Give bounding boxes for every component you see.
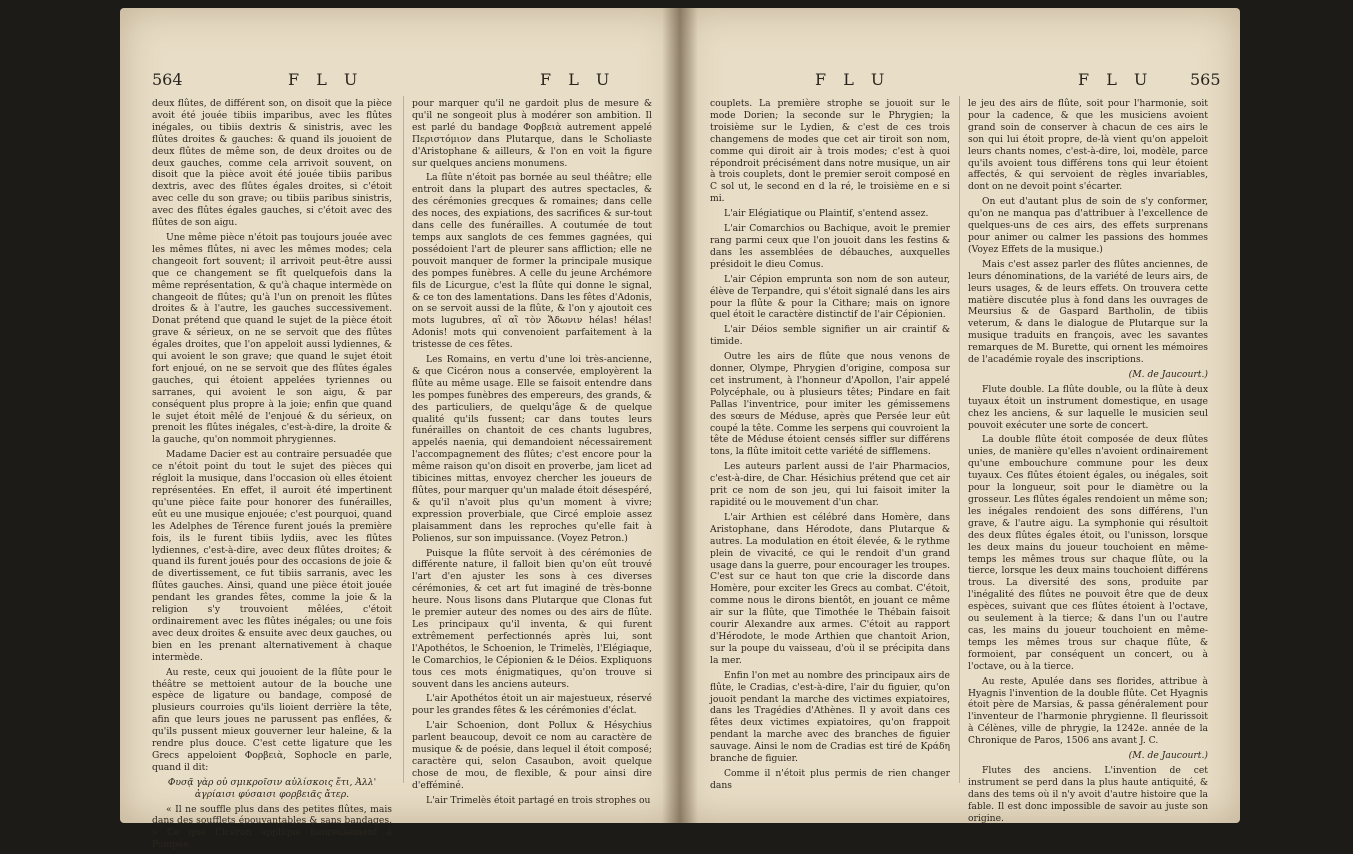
paragraph: Puisque la flûte servoit à des cérémonies de différente nature, il falloit bien qu'on eût trouvé l'art d'en ajuster les sons à ces diverses cérémonies, & cet art fut imaginé de très-bonne heure. Nous lisons dans Plutarque que Clonas fut le premier auteur des nomes ou des airs de flûte. Les principaux qu'il inventa, & qui furent extrêmement perfectionnés après lui, sont l'Apothétos, le Schoenion, le Trimelès, l'Elégiaque, le Comarchios, le Cépionien & le Déios. Expliquons tous ces mots énigmatiques, qu'on trouve si souvent dans les anciens auteurs. — [412, 547, 652, 690]
left-page-header — [120, 70, 680, 94]
page-number: 564 — [152, 70, 183, 89]
paragraph: Mais c'est assez parler des flûtes anciennes, de leurs dénominations, de la variété de leurs airs, de leurs usages, & de leurs effets. On trouvera cette matière discutée plus à fond dans les ouvrages de Meursius & de Gaspard Bartholin, de tibiis veterum, & dans le dialogue de Plutarque sur la musique traduits en françois, avec les savantes remarques de M. Burette, qui ornent les mémoires de l'académie royale des inscriptions. — [968, 258, 1208, 366]
paragraph: Les auteurs parlent aussi de l'air Pharmacios, c'est-à-dire, de Char. Hésichius prétend que cet air prit ce nom de son jeu, qui lui faisoit imiter la rapidité ou le mouvement d'un char. — [710, 461, 950, 508]
paragraph: On eut d'autant plus de soin de s'y conformer, qu'on ne manqua pas d'attribuer à l'excellence de quelques-uns de ces airs, des effets surprenans pour animer ou calmer les passions des hommes (Voyez Effets de la musique.) — [968, 196, 1208, 255]
author-signature: (M. de Jaucourt.) — [1128, 368, 1208, 380]
left-page — [120, 8, 680, 851]
paragraph: pour marquer qu'il ne gardoit plus de mesure & qu'il ne songeoit plus à modérer son ambition. Il est parlé du bandage Φορβειὰ autrement appelé Περιστόμιον dans Plutarque, dans le Scholiaste d'Aristophane & ailleurs, & l'on en voit la figure sur quelques anciens monumens. — [412, 98, 652, 169]
running-head: F L U — [815, 70, 891, 89]
paragraph: Flute double. La flûte double, ou la flûte à deux tuyaux étoit un instrument domestique, en usage chez les anciens, & sur laquelle le musicien seul pouvoit exécuter une sorte de concert. — [968, 383, 1208, 431]
running-head: F L U — [1078, 70, 1154, 89]
paragraph: La flûte n'étoit pas bornée au seul théâtre; elle entroit dans la plupart des autres spectacles, & des cérémonies grecques & romaines; dans celle des noces, des expiations, des sacrifices & sur-tout dans celle des funérailles. A coutumée de tout temps aux sanglots de ces femmes gagnées, qui possédoient l'art de pleurer sans affliction; elle ne pouvoit manquer de former la principale musique des pompes funèbres. A celle du jeune Archémore fils de Licurgue, c'est la flûte qui donne le signal, & ce ton des lamentations. Dans les fêtes d'Adonis, on se servoit aussi de la flûte, & l'on y ajoutoit ces mots lugubres, αἲ αἲ τὸν Ἄδωνιν hélas! hélas! Adonis! mots qui convenoient parfaitement à la tristesse de ces fêtes. — [412, 172, 652, 351]
right-page-header — [680, 70, 1240, 94]
paragraph: Outre les airs de flûte que nous venons de donner, Olympe, Phrygien d'origine, composa sur cet instrument, à l'honneur d'Apollon, l'air appelé Polycéphale, ou à plusieurs têtes; Pindare en fait Pallas l'inventrice, pour imiter les gémissemens des sœurs de Méduse, après que Persée leur eût coupé la tête. Comme les serpens qui couvroient la tête de Méduse étoient censés siffler sur différens tons, la flûte imitoit cette variété de sifflemens. — [710, 351, 950, 458]
paragraph: deux flûtes, de différent son, on disoit que la pièce avoit été jouée tibiis imparibus, avec les flûtes inégales, ou tibiis dextris & sinistris, avec les flûtes droites & gauches: & quand ils jouoient de deux flûtes de même son, de deux droites ou de deux gauches, comme cela arrivoit souvent, on disoit que la pièce avoit été jouée tibiis paribus dextris, avec des flûtes égales droites, si c'étoit avec celle du son grave; ou tibiis paribus sinistris, avec des flûtes égales gauches, si c'étoit avec des flûtes de son aigu. — [152, 98, 392, 229]
paragraph: Les Romains, en vertu d'une loi très-ancienne, & que Cicéron nous a conservée, employèrent la flûte au même usage. Elle se faisoit entendre dans les pompes funèbres des empereurs, des grands, & des particuliers, de quelqu'âge & de quelque qualité qu'ils fussent; car dans toutes leurs funérailles on chantoit de ces chants lugubres, appelés naenia, qui demandoient nécessairement l'accompagnement des flûtes; c'est encore pour la même raison qu'on disoit en proverbe, jam licet ad tibicines mittas, envoyez chercher les joueurs de flûtes, pour marquer qu'un malade étoit désespéré, & qu'il n'avoit plus qu'un moment à vivre; expression proverbiale, que Circé emploie assez plaisamment dans les reproches qu'elle fait à Polienos, sur son impuissance. (Voyez Petron.) — [412, 354, 652, 544]
text-column-1 — [152, 98, 392, 854]
column-rule — [959, 96, 960, 783]
greek-quote: Φυσᾷ γὰρ οὐ σμικροῖσιν αὐλίσκοις ἔτι, Ἀλλ' ἀγρίαισι φύσαισι φορβειᾶς ἄτερ. — [167, 776, 377, 800]
paragraph: L'air Apothétos étoit un air majestueux, réservé pour les grandes fêtes & les cérémonies d'éclat. — [412, 693, 652, 717]
paragraph: « Il ne souffle plus dans des petites flûtes, mais dans des soufflets épouvantables & sans bandages. » Ce que Cicéron applique heureusement à Pompée, — [152, 803, 392, 851]
paragraph: L'air Schoenion, dont Pollux & Hésychius parlent beaucoup, devoit ce nom au caractère de musique & de poésie, dans lequel il étoit composé; caractère qui, selon Casaubon, avoit quelque chose de mou, de flexible, & pour ainsi dire d'efféminé. — [412, 720, 652, 791]
paragraph: Au reste, Apulée dans ses florides, attribue à Hyagnis l'invention de la double flûte. Cet Hyagnis étoit père de Marsias, & passa généralement pour l'inventeur de l'harmonie phrygienne. Il fleurissoit à Célènes, ville de phrygie, la 1242e. année de la Chronique de Paros, 1506 ans avant J. C. — [968, 675, 1208, 747]
running-head: F L U — [540, 70, 616, 89]
paragraph: L'air Comarchios ou Bachique, avoit le premier rang parmi ceux que l'on jouoit dans les festins & dans les assemblées de débauches, auxquelles présidoit le dieu Comus. — [710, 223, 950, 270]
paragraph: Flutes des anciens. L'invention de cet instrument se perd dans la plus haute antiquité, & dans des tems où il n'y avoit d'autre histoire que la fable. Il est donc impossible de savoir au juste son origine. — [968, 764, 1208, 824]
author-signature: (M. de Jaucourt.) — [1128, 750, 1208, 762]
paragraph: L'air Cépion emprunta son nom de son auteur, élève de Terpandre, qui s'étoit signalé dans les airs pour la flûte & pour la Cithare; mais on ignore quel étoit le caractère distinctif de l'air Cépionien. — [710, 273, 950, 321]
text-column-2 — [412, 98, 652, 810]
paragraph: Au reste, ceux qui jouoient de la flûte pour le théâtre se mettoient autour de la bouche une espèce de ligature ou bandage, composé de plusieurs courroies qu'ils lioient derrière la tête, afin que leurs joues ne parussent pas enflées, & qu'ils pussent mieux gouverner leur haleine, & la rendre plus douce. C'est cette ligature que les Grecs appeloient Φορβειὰ, Sophocle en parle, quand il dit: — [152, 666, 392, 773]
paragraph: L'air Arthien est célébré dans Homère, dans Aristophane, dans Hérodote, dans Plutarque & autres. La modulation en étoit élevée, & le rythme plein de vivacité, ce qui le rendoit d'un grand usage dans la guerre, pour encourager les troupes. C'est sur ce haut ton que crie la discorde dans Homère, pour exciter les Grecs au combat. C'étoit, comme nous le dirons bientôt, en jouant ce même air sur la flûte, que Timothée le Thébain faisoit courir Alexandre aux armes. C'étoit au rapport d'Hérodote, le mode Arthien que chantoit Arion, sur la poupe du vaisseau, d'où il se précipita dans la mer. — [710, 511, 950, 666]
paragraph: le jeu des airs de flûte, soit pour l'harmonie, soit pour la cadence, & que les musiciens avoient grand soin de conserver à chacun de ces airs le son qui lui étoit propre, de-là vient qu'on appeloit leurs chants nomes, c'est-à-dire, loi, modèle, parce qu'ils avoient tous différens tons qui leur étoient affectés, & qui servoient de règles invariables, dont on ne devoit point s'écarter. — [968, 98, 1208, 193]
paragraph: L'air Déios semble signifier un air craintif & timide. — [710, 324, 950, 348]
right-page — [680, 8, 1240, 823]
paragraph: Une même pièce n'étoit pas toujours jouée avec les mêmes flûtes, ni avec les mêmes modes; cela changeoit fort souvent; il arrivoit peut-être aussi que ce changement se fît quelquefois dans la même représentation, & qu'à chaque intermède on changeoit de flûtes; qu'à l'un on prenoit les flûtes droites & à l'autre, les gauches successivement. Donat prétend que quand le sujet de la pièce étoit grave & sérieux, on ne se servoit que des flûtes égales droites, que l'on appeloit aussi lydiennes, & qui avoient le son grave; que quand le sujet étoit fort enjoué, on ne se servoit que des flûtes égales gauches, qui étoient appelées tyriennes ou sarranes, qui avoient le son aigu, & par conséquent plus propre à la joie; enfin que quand le sujet étoit mêlé de l'enjoué & du sérieux, on prenoit les flûtes inégales, c'est-à-dire, la droite & la gauche, qu'on nommoit phrygiennes. — [152, 231, 392, 446]
paragraph: La double flûte étoit composée de deux flûtes unies, de manière qu'elles n'avoient ordinairement qu'une embouchure commune pour les deux tuyaux. Ces flûtes étoient égales, ou inégales, soit pour la longueur, soit pour le diamètre ou la grosseur. Les flûtes égales rendoient un même son; les inégales rendoient des sons différens, l'un grave, & l'autre aigu. La symphonie qui résultoit des deux flûtes égales étoit, ou l'unisson, lorsque les deux mains du joueur touchoient en même-temps les mêmes trous sur chaque flûte, ou la tierce, lorsque les deux mains touchoient différens trous. La diversité des sons, produite par l'inégalité des flûtes ne pouvoit être que de deux espèces, suivant que ces flûtes étoient à l'octave, ou seulement à la tierce; & dans l'un ou l'autre cas, les mains du joueur touchoient en même-temps les mêmes trous sur chaque flûte, & formoient, par conséquent un concert, ou à l'octave, ou à la tierce. — [968, 434, 1208, 672]
page-number: 565 — [1190, 70, 1221, 89]
running-head: F L U — [288, 70, 364, 89]
paragraph: Comme il n'étoit plus permis de rien changer dans — [710, 767, 950, 791]
column-rule — [403, 96, 404, 783]
paragraph: couplets. La première strophe se jouoit sur le mode Dorien; la seconde sur le Phrygien; la troisième sur le Lydien, & c'est de ces trois changemens de modes que cet air tiroit son nom, comme qui diroit air à trois modes; c'est à quoi répondroit précisément dans notre musique, un air à trois couplets, dont le premier seroit composé en C sol ut, le second en d la ré, le troisième en e si mi. — [710, 98, 950, 205]
text-column-1 — [710, 98, 950, 795]
paragraph: Enfin l'on met au nombre des principaux airs de flûte, le Cradias, c'est-à-dire, l'air du figuier, qu'on jouoit pendant la marche des victimes expiatoires, dans les Tragédies d'Athènes. Il y avoit dans ces fêtes deux victimes expiatoires, qu'on frappoit pendant la marche avec des branches de figuier sauvage. Ainsi le nom de Cradias est tiré de Κράδη branche de figuier. — [710, 669, 950, 765]
text-column-2 — [968, 98, 1208, 827]
paragraph: L'air Elégiatique ou Plaintif, s'entend assez. — [724, 208, 929, 220]
paragraph: Madame Dacier est au contraire persuadée que ce n'étoit point du tout le sujet des pièces qui régloit la musique, dans l'occasion où elles étoient représentées. En effet, il auroit été impertinent qu'une pièce faite pour honorer des funérailles, eût eu une musique enjouée; c'est pourquoi, quand les Adelphes de Térence furent joués la première fois, ils le furent tibiis lydiis, avec les flûtes lydiennes, c'est-à-dire, avec deux flûtes droites; & quand ils furent joués pour des occasions de joie & de divertissement, ce fut tibiis sarranis, avec les flûtes gauches. Ainsi, quand une pièce étoit jouée pendant les grandes fêtes, comme la joie & la religion s'y trouvoient mêlées, c'étoit ordinairement avec les flûtes inégales; ou une fois avec deux droites & ensuite avec deux gauches, ou bien en les prenant alternativement à chaque intermède. — [152, 449, 392, 663]
paragraph: L'air Trimelès étoit partagé en trois strophes ou — [426, 794, 651, 806]
